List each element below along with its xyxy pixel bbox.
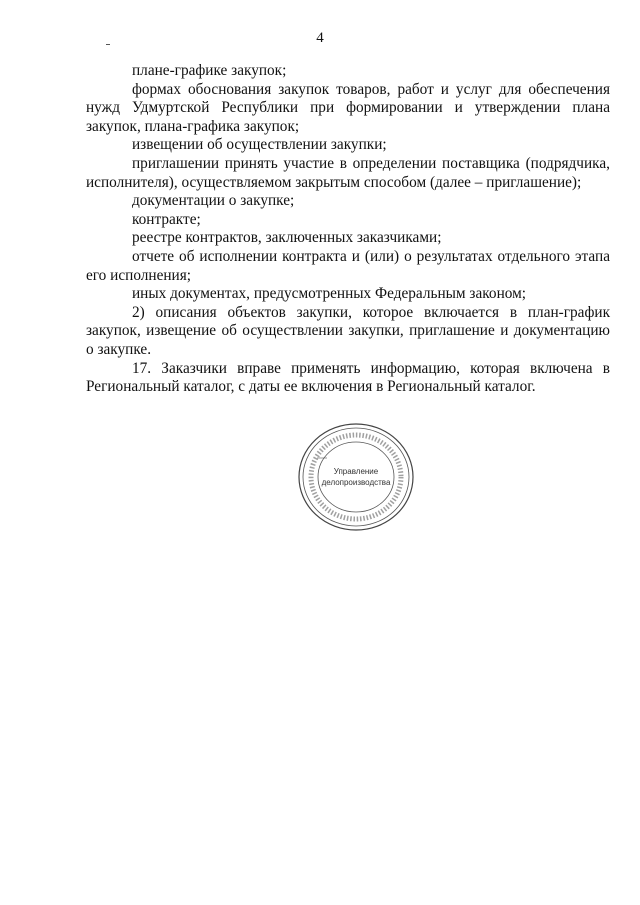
stamp-text-line2: делопроизводства [321, 478, 391, 487]
paragraph: отчете об исполнении контракта и (или) о результатах отдельного этапа его исполнения; [86, 247, 610, 284]
paragraph: извещении об осуществлении закупки; [132, 136, 387, 154]
document-body [86, 62, 610, 397]
paragraph: контракте; [132, 210, 201, 228]
stamp-text-line1: Управление [333, 467, 379, 476]
stamp-seal-graphic [297, 422, 415, 532]
paragraph: приглашении принять участие в определении поставщика (подрядчика, исполнителя), осуществляемом закрытым способом (далее – приглашение); [86, 154, 610, 191]
paragraph: плане-графике закупок; [132, 62, 287, 79]
paragraph: формах обоснования закупок товаров, работ и услуг для обеспечения нужд Удмуртской Республики при формировании и утверждении плана закупок, плана-графика закупок; [86, 80, 610, 135]
official-stamp [297, 422, 415, 532]
paragraph: документации о закупке; [132, 192, 295, 210]
paragraph: 2) описания объектов закупки, которое включается в план-график закупок, извещение об осуществлении закупки, приглашение и документацию о закупке. [86, 303, 610, 358]
paragraph: реестре контрактов, заключенных заказчиками; [132, 229, 442, 247]
paragraph: иных документах, предусмотренных Федеральным законом; [132, 285, 527, 303]
paragraph: 17. Заказчики вправе применять информацию, которая включена в Региональный каталог, с даты ее включения в Региональный каталог. [86, 359, 610, 396]
scan-mark [106, 44, 110, 45]
page-number: 4 [316, 30, 324, 46]
